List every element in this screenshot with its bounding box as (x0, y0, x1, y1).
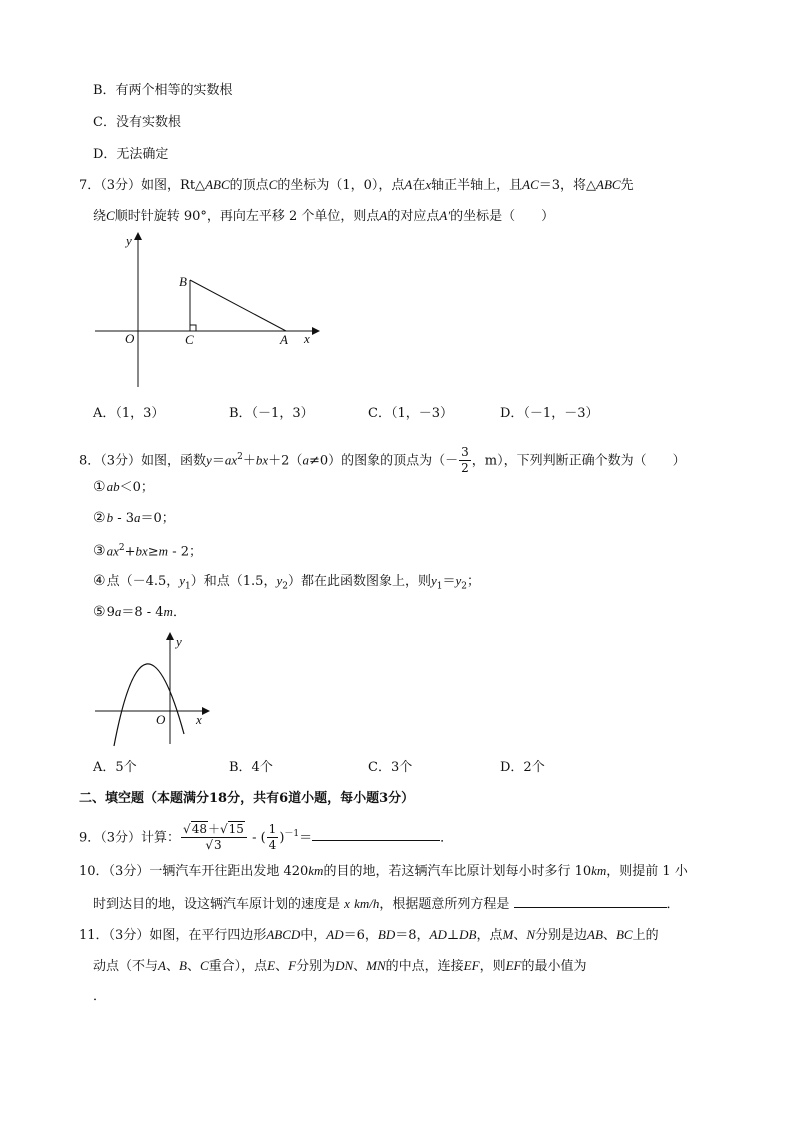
q7-fig-label-c: C (185, 332, 194, 347)
section-2-heading: 二、填空题（本题满分18分，共有6道小题，每小题3分） (79, 791, 415, 806)
q9-radical-fraction: $\frac{√48+√15}{√3}$ (181, 822, 247, 853)
q8-fig-label-x: x (196, 712, 202, 727)
q7-fig-label-a: A (280, 332, 288, 347)
q8-fig-label-o: O (156, 712, 166, 727)
q11-stem-line3: ． (93, 989, 107, 1004)
q8-option-a: A．5个 (93, 760, 137, 775)
q8-item-5: ⑤9a＝8 - 4m． (93, 604, 186, 620)
q11-stem-line1: 11．（3分）如图，在平行四边形ABCD中，AD＝6，BD＝8，AD⊥DB，点M、N分别是边AB、BC上的 (79, 927, 659, 943)
q6-option-d: D．无法确定 (93, 147, 169, 162)
q8-fraction: $\frac{3}{2}$ (461, 445, 469, 476)
q9-answer-blank[interactable] (312, 826, 440, 841)
q7-option-b: B．（－1，3） (229, 406, 314, 421)
q6-option-b: B．有两个相等的实数根 (93, 83, 233, 98)
q7-stem-line1: 7．（3分）如图，Rt△ABC的顶点C的坐标为（1，0），点A在x轴正半轴上，且AC＝3，将△ABC先 (79, 177, 634, 193)
q8-item-2: ②b - 3a＝0； (93, 510, 175, 526)
q10-stem-line1: 10．（3分）一辆汽车开往距出发地 420km的目的地，若这辆汽车比原计划每小时多行 10km，则提前 1 小 (79, 863, 688, 879)
q7-fig-label-b: B (179, 274, 187, 289)
q7-figure (90, 232, 320, 392)
q8-option-d: D．2个 (500, 760, 545, 775)
q7-option-d: D．（－1，－3） (500, 406, 599, 421)
q7-stem-line2: 绕C顺时针旋转 90°，再向左平移 2 个单位，则点A的对应点A′的坐标是（ ） (93, 208, 555, 224)
q8-option-c: C．3个 (368, 760, 413, 775)
q8-stem: 8．（3分）如图，函数$y=ax^2+bx+2(a\ne 0)$的图象的顶点为（－ $\frac{3}{2}$ ，m），下列判断正确个数为（ ） (79, 445, 686, 476)
q9-quarter-fraction: $\frac{1}{4}$ (268, 822, 277, 853)
q8-fig-label-y: y (176, 634, 182, 649)
q10-answer-blank[interactable] (514, 893, 667, 908)
q11-stem-line2: 动点（不与A、B、C重合），点E、F分别为DN、MN的中点，连接EF，则EF的最小值为 (93, 958, 587, 974)
q7-fig-label-x: x (304, 331, 310, 346)
q8-item-4: ④点（－4.5，$y_1$）和点（1.5，$y_2$）都在此函数图象上，则$y_1=y_2$； (93, 573, 481, 592)
q7-fig-label-y: y (126, 233, 132, 248)
q7-fig-label-o: O (125, 331, 135, 346)
q7-option-c: C．（1，－3） (368, 406, 453, 421)
q6-option-c: C．没有实数根 (93, 115, 181, 130)
q8-item-3: $③ax^2+bx\ge m - 2$； (93, 543, 202, 560)
q7-option-a: A．（1，3） (93, 406, 165, 421)
q9-stem: 9．（3分）计算： $\frac{√48+√15}{√3}$ - ( $\frac{1}{4}$ )$^{-1}$＝ ． (79, 822, 454, 853)
q8-figure (92, 632, 212, 748)
q8-item-1: ①ab＜0； (93, 479, 154, 495)
q10-stem-line2: 时到达目的地，设这辆汽车原计划的速度是 x km/h，根据题意所列方程是 ． (93, 893, 680, 914)
q8-option-b: B．4个 (229, 760, 273, 775)
